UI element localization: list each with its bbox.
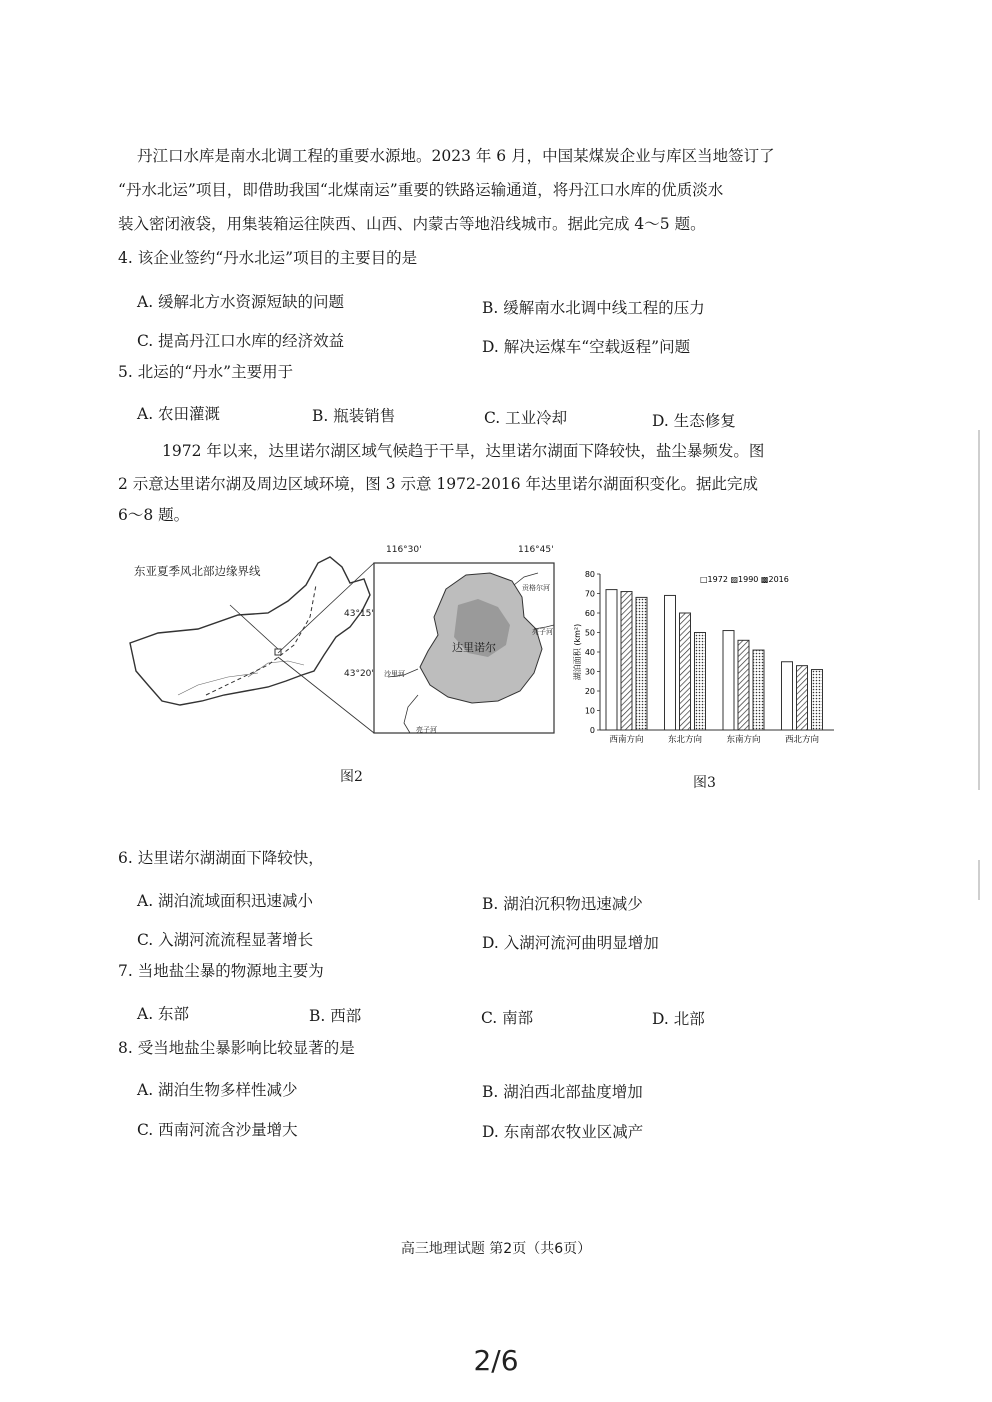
y-tick-label: 20 [584, 687, 595, 696]
q8-option-c: C. 西南河流含沙量增大 [137, 1121, 298, 1139]
intro1-line2: “丹水北运”项目，即借助我国“北煤南运”重要的铁路运输通道，将丹江口水库的优质淡水 [118, 181, 724, 199]
bar-2016-1 [695, 633, 706, 731]
y-tick-label: 70 [584, 589, 595, 599]
bar-1972-3 [782, 662, 793, 730]
q8-option-d: D. 东南部农牧业区减产 [482, 1123, 644, 1141]
y-tick-label: 80 [584, 570, 595, 579]
figure-3-chart [572, 562, 842, 754]
q4-option-a: A. 缓解北方水资源短缺的问题 [137, 293, 345, 311]
map-latitude-1: 43°15' [344, 609, 374, 619]
q5-option-b: B. 瓶装销售 [312, 407, 396, 425]
y-tick-label: 40 [584, 648, 595, 657]
y-axis-label: 湖泊面积 (km²) [573, 623, 582, 681]
q5-stem: 5. 北运的“丹水”主要用于 [118, 363, 294, 381]
q5-option-a: A. 农田灌溉 [137, 405, 221, 423]
q4-option-b: B. 缓解南水北调中线工程的压力 [482, 299, 705, 317]
figure-2-caption: 图2 [340, 769, 363, 785]
monsoon-boundary-label: 东亚夏季风北部边缘界线 [134, 564, 261, 578]
y-tick-label: 60 [584, 609, 595, 618]
q6-stem: 6. 达里诺尔湖湖面下降较快， [118, 849, 324, 867]
q8-stem: 8. 受当地盐尘暴影响比较显著的是 [118, 1039, 355, 1057]
q6-option-c: C. 入湖河流流程显著增长 [137, 931, 314, 949]
bar-1990-2 [738, 640, 749, 730]
figure-3-caption: 图3 [693, 775, 716, 791]
x-tick-label: 西北方向 [784, 735, 820, 745]
intro1-line1: 丹江口水库是南水北调工程的重要水源地。2023 年 6 月，中国某煤炭企业与库区当地签订了 [137, 147, 775, 165]
intro1-line3: 装入密闭液袋，用集装箱运往陕西、山西、内蒙古等地沿线城市。据此完成 4～5 题。 [118, 215, 706, 233]
q4-option-c: C. 提高丹江口水库的经济效益 [137, 332, 345, 350]
figure-2-map [118, 545, 568, 745]
map-latitude-2: 43°20' [344, 669, 374, 679]
q7-option-a: A. 东部 [137, 1005, 190, 1023]
bar-2016-2 [753, 650, 764, 730]
bar-1972-0 [606, 590, 617, 730]
scan-edge-mark [978, 430, 980, 790]
bar-1972-2 [723, 631, 734, 730]
bar-1990-1 [680, 613, 691, 730]
y-tick-label: 50 [584, 628, 595, 638]
q7-option-b: B. 西部 [309, 1007, 362, 1025]
q5-option-c: C. 工业冷却 [484, 409, 568, 427]
bar-1990-0 [621, 592, 632, 730]
x-tick-label: 西南方向 [609, 735, 644, 745]
q7-option-c: C. 南部 [481, 1009, 534, 1027]
page-footer: 高三地理试题 第2页（共6页） [400, 1241, 592, 1257]
q4-stem: 4. 该企业签约“丹水北运”项目的主要目的是 [118, 249, 418, 267]
x-tick-label: 东北方向 [667, 735, 703, 745]
intro2-line1: 1972 年以来，达里诺尔湖区域气候趋于干旱，达里诺尔湖面下降较快，盐尘暴频发。图 [162, 442, 765, 460]
intro2-line2: 2 示意达里诺尔湖及周边区域环境，图 3 示意 1972-2016 年达里诺尔湖面积变化。据此完成 [118, 475, 758, 493]
scan-edge-mark-2 [978, 860, 980, 900]
map-longitude-2: 116°45' [518, 545, 554, 555]
y-tick-label: 0 [589, 726, 595, 735]
map-longitude-1: 116°30' [386, 545, 422, 555]
y-tick-label: 30 [584, 667, 595, 677]
bar-chart-svg [572, 562, 842, 754]
q6-option-d: D. 入湖河流河曲明显增加 [482, 934, 659, 952]
x-tick-label: 东南方向 [726, 735, 761, 745]
bar-1990-3 [797, 666, 808, 730]
chart-legend: □1972 ▨1990 ▩2016 [700, 575, 789, 584]
q6-option-b: B. 湖泊沉积物迅速减少 [482, 895, 643, 913]
y-tick-label: 10 [584, 706, 595, 716]
q8-option-b: B. 湖泊西北部盐度增加 [482, 1083, 643, 1101]
page-number: 2/6 [473, 1344, 519, 1377]
q6-option-a: A. 湖泊流域面积迅速减小 [137, 892, 314, 910]
river-label-e: 亮子河 [532, 628, 553, 636]
lake-label: 达里诺尔 [452, 641, 496, 654]
river-label-ne: 贡格尔河 [522, 584, 550, 592]
q7-stem: 7. 当地盐尘暴的物源地主要为 [118, 962, 324, 980]
bar-2016-3 [812, 670, 823, 730]
river-label-s: 亮子河 [416, 726, 437, 734]
bar-1972-1 [665, 595, 676, 730]
river-label-w: 沙里河 [384, 670, 405, 678]
q7-option-d: D. 北部 [652, 1010, 705, 1028]
intro2-line3: 6～8 题。 [118, 506, 190, 524]
bar-2016-0 [636, 597, 647, 730]
q8-option-a: A. 湖泊生物多样性减少 [137, 1081, 298, 1099]
q5-option-d: D. 生态修复 [652, 412, 736, 430]
region-outline [130, 557, 370, 705]
q4-option-d: D. 解决运煤车“空载返程”问题 [482, 338, 691, 356]
